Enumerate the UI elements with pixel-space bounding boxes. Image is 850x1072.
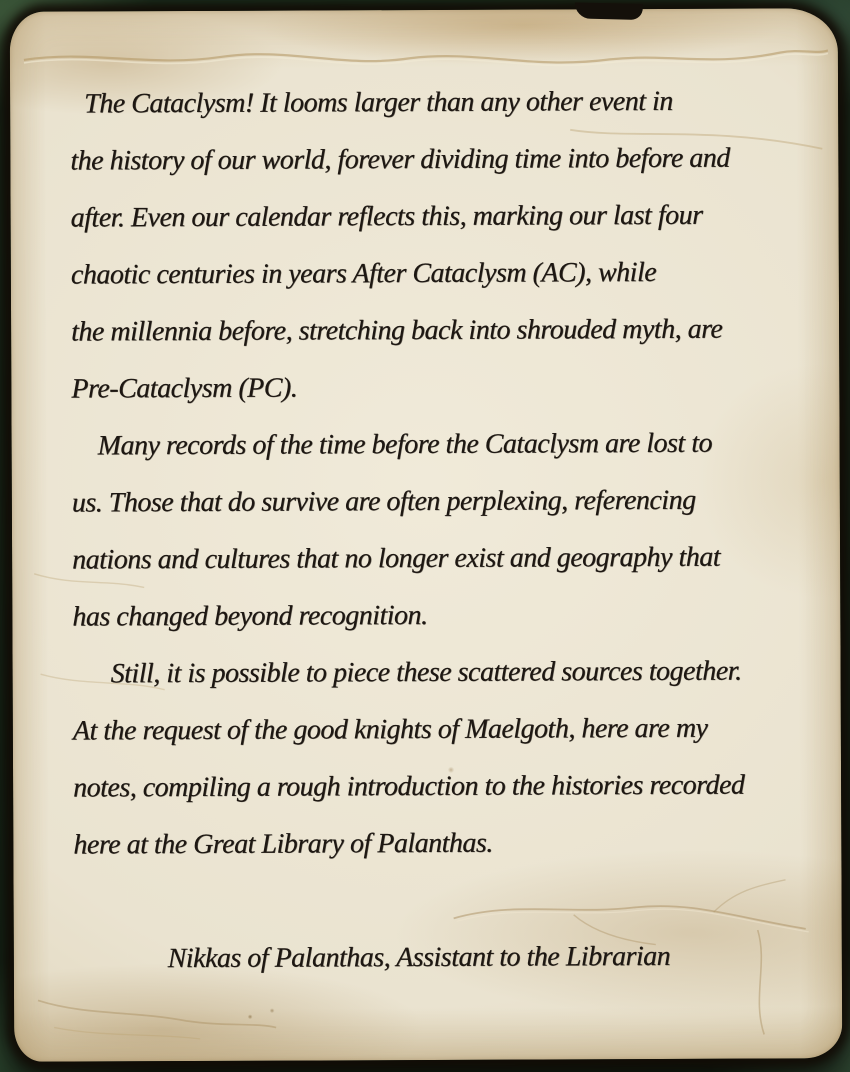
torn-edge-notch: [575, 2, 643, 19]
parchment-note: [10, 8, 843, 1062]
text-line: Still, it is possible to piece these scattered sources together.: [110, 655, 742, 690]
signature-line: Nikkas of Palanthas, Assistant to the Librarian: [167, 940, 671, 975]
text-line: has changed beyond recognition.: [72, 599, 428, 633]
text-line: At the request of the good knights of Maelgoth, here are my: [72, 712, 708, 747]
text-line: chaotic centuries in years After Cataclysm (AC), while: [70, 256, 657, 291]
text-line: the history of our world, forever dividing time into before and: [70, 142, 730, 177]
text-line: after. Even our calendar reflects this, marking our last four: [70, 199, 703, 234]
note-text: [70, 72, 820, 987]
text-line: the millennia before, stretching back into shrouded myth, are: [71, 313, 723, 348]
text-line: Pre-Cataclysm (PC).: [71, 372, 298, 405]
text-line: Many records of the time before the Cataclysm are lost to: [97, 427, 713, 462]
text-line: us. Those that do survive are often perplexing, referencing: [71, 484, 696, 519]
text-line: here at the Great Library of Palanthas.: [73, 827, 493, 861]
text-line: nations and cultures that no longer exist and geography that: [72, 541, 721, 576]
text-line: The Cataclysm! It looms larger than any other event in: [84, 85, 673, 120]
text-line: notes, compiling a rough introduction to the histories recorded: [73, 769, 745, 804]
